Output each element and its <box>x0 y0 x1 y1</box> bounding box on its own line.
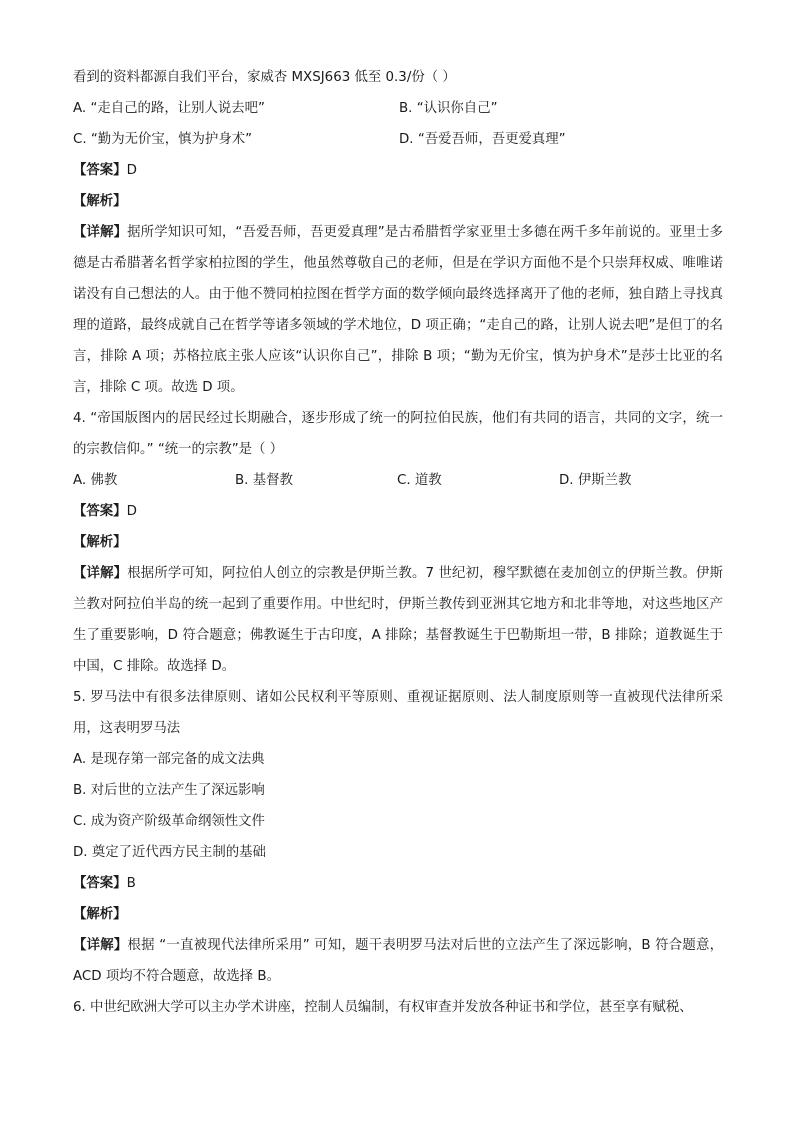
analysis-label: 【解析】 <box>73 907 127 922</box>
q5-answer-value: B <box>126 876 136 891</box>
q5-answer <box>73 868 723 899</box>
q4-answer-value: D <box>126 504 137 519</box>
answer-label: 【答案】 <box>73 163 127 178</box>
q4-option-a: A. 佛教 <box>73 473 118 488</box>
q5-option-c: C. 成为资产阶级革命纲领性文件 <box>73 814 265 829</box>
q4-detail-text: 根据所学可知，阿拉伯人创立的宗教是伊斯兰教。7 世纪初，穆罕默德在麦加创立的伊斯兰教。伊斯兰教对阿拉伯半岛的统一起到了重要作用。中世纪时，伊斯兰教传到亚洲其它地方和北非等地，对这些地区产生了重要影响，D 符合题意；佛教诞生于古印度，A 排除；基督教诞生于巴勒斯坦一带，B 排除；道教诞生于中国，C 排除。故选择 D。 <box>73 566 723 674</box>
q5-detail-text: 根据 “一直被现代法律所采用” 可知，题干表明罗马法对后世的立法产生了深远影响，B 符合题意，ACD 项均不符合题意，故选择 B。 <box>73 938 724 984</box>
q3-answer <box>73 155 723 186</box>
q5-option-b: B. 对后世的立法产生了深远影响 <box>73 783 265 798</box>
q5-analysis-label <box>73 899 723 930</box>
q3-option-c: C. “勤为无价宝，慎为护身术” <box>73 132 253 147</box>
q4-answer <box>73 496 723 527</box>
q3-detail-text: 据所学知识可知，“吾爱吾师，吾更爱真理”是古希腊哲学家亚里士多德在两千多年前说的。亚里士多德是古希腊著名哲学家柏拉图的学生，他虽然尊敬自己的老师，但是在学识方面他不是个只崇拜权威、唯唯诺诺没有自己想法的人。由于他不赞同柏拉图在哲学方面的数学倾向最终选择离开了他的老师，独自踏上寻找真理的道路，最终成就自己在哲学等诸多领域的学术地位，D 项正确；“走自己的路，让别人说去吧”是但丁的名言，排除 A 项；苏格拉底主张人应该“认识你自己”，排除 B 项；“勤为无价宝，慎为护身术”是莎士比亚的名言，排除 C 项。故选 D 项。 <box>73 225 724 395</box>
analysis-label: 【解析】 <box>73 535 127 550</box>
q6-stem: 6. 中世纪欧洲大学可以主办学术讲座，控制人员编制，有权审查并发放各种证书和学位，甚至享有赋税、 <box>73 1000 693 1015</box>
detail-label: 【详解】 <box>73 938 128 953</box>
q3-option-b: B. “认识你自己” <box>399 101 498 116</box>
q3-options-row2 <box>73 124 723 155</box>
analysis-label: 【解析】 <box>73 194 127 209</box>
q4-stem: 4. “帝国版图内的居民经过长期融合，逐步形成了统一的阿拉伯民族，他们有共同的语言，共同的文字，统一的宗教信仰。” “统一的宗教”是（ ） <box>73 411 723 457</box>
q3-answer-value: D <box>126 163 137 178</box>
detail-label: 【详解】 <box>73 566 128 581</box>
q4-detail <box>73 558 723 682</box>
q3-option-a: A. “走自己的路，让别人说去吧” <box>73 101 265 116</box>
q5-option-a: A. 是现存第一部完备的成文法典 <box>73 752 265 767</box>
q3-stem: 看到的资料都源自我们平台，家威杏 MXSJ663 低至 0.3/份（ ） <box>73 70 456 85</box>
q4-option-c: C. 道教 <box>397 473 442 488</box>
q5-stem: 5. 罗马法中有很多法律原则、诸如公民权利平等原则、重视证据原则、法人制度原则等一直被现代法律所采用，这表明罗马法 <box>73 690 723 736</box>
q4-analysis-label <box>73 527 723 558</box>
q4-options-row <box>73 465 723 496</box>
q5-detail <box>73 930 723 992</box>
q4-option-d: D. 伊斯兰教 <box>559 473 632 488</box>
q3-detail <box>73 217 723 403</box>
answer-label: 【答案】 <box>73 504 127 519</box>
q5-option-d: D. 奠定了近代西方民主制的基础 <box>73 845 266 860</box>
detail-label: 【详解】 <box>73 225 128 240</box>
q3-analysis-label <box>73 186 723 217</box>
q3-option-d: D. “吾爱吾师，吾更爱真理” <box>399 132 566 147</box>
answer-label: 【答案】 <box>73 876 127 891</box>
document-page <box>73 62 723 1023</box>
q3-options-row1 <box>73 93 723 124</box>
q4-option-b: B. 基督教 <box>235 473 293 488</box>
